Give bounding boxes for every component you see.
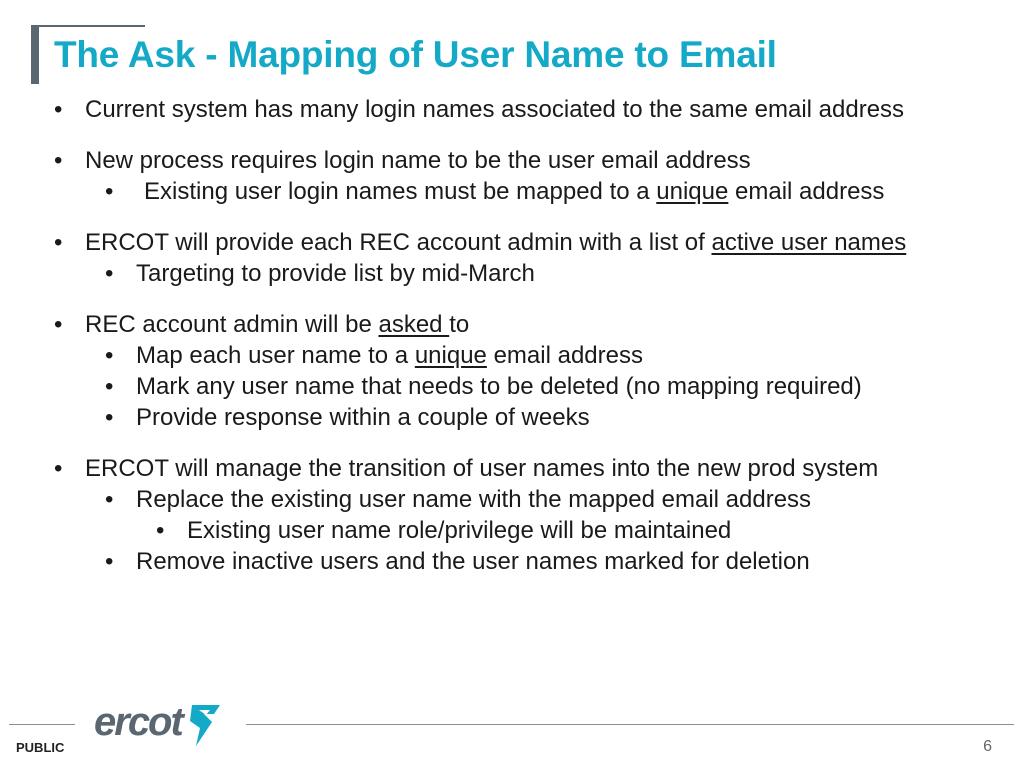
bullet-text-part: email address: [486, 342, 643, 369]
bullet-text: Existing user name role/privilege will be maintained: [187, 517, 732, 544]
sub-sub-bullet-role-maintained: [156, 515, 954, 546]
bullet-dot: •: [105, 486, 114, 513]
logo-wordmark: ercot: [94, 700, 182, 744]
sub-bullet-mark-deleted: [105, 371, 954, 402]
slide-body: [54, 94, 954, 577]
bullet-text: Provide response within a couple of weeks: [136, 404, 590, 431]
bullet-dot: •: [105, 178, 114, 205]
bullet-text: Mark any user name that needs to be deleted (no mapping required): [136, 373, 862, 400]
bullet-rec-admin-asked: [54, 309, 954, 340]
bullet-text: New process requires login name to be the user email address: [85, 147, 751, 174]
bullet-dot: •: [54, 147, 63, 174]
title-accent-rule: [39, 25, 145, 27]
bullet-dot: •: [105, 404, 114, 431]
bullet-text-part: Existing user login names must be mapped to a: [144, 178, 657, 205]
slide-title: The Ask - Mapping of User Name to Email: [54, 34, 777, 75]
bullet-current-system: [54, 94, 954, 125]
underlined-text: unique: [656, 178, 729, 205]
bullet-text: Replace the existing user name with the mapped email address: [136, 486, 812, 513]
bullet-text-part: Map each user name to a: [136, 342, 415, 369]
footer-divider-left: [9, 724, 75, 725]
bullet-dot: •: [105, 260, 114, 287]
bullet-ercot-provide-list: [54, 227, 954, 258]
bullet-dot: •: [54, 96, 63, 123]
page-number: 6: [983, 738, 992, 755]
bullet-text: ERCOT will manage the transition of user names into the new prod system: [85, 455, 879, 482]
bullet-new-process: [54, 145, 954, 176]
bullet-dot: •: [156, 517, 165, 544]
title-accent-bar: [31, 25, 39, 84]
footer-divider-right: [246, 724, 1014, 725]
sub-bullet-targeting: [105, 258, 954, 289]
bullet-dot: •: [54, 455, 63, 482]
sub-bullet-map-user-name: [105, 340, 954, 371]
bullet-text: Remove inactive users and the user names marked for deletion: [136, 548, 810, 575]
underlined-text: asked: [378, 311, 450, 338]
bullet-text-part: email address: [728, 178, 885, 205]
sub-bullet-replace-user-name: [105, 484, 954, 515]
bullet-text-part: REC account admin will be: [85, 311, 379, 338]
lightning-bolt-icon: [186, 702, 226, 748]
sub-bullet-provide-response: [105, 402, 954, 433]
bullet-text: Targeting to provide list by mid-March: [136, 260, 535, 287]
classification-label: PUBLIC: [16, 740, 65, 755]
bullet-dot: •: [105, 342, 114, 369]
bullet-dot: •: [54, 229, 63, 256]
bullet-dot: •: [105, 373, 114, 400]
bullet-text-part: to: [449, 311, 470, 338]
sub-bullet-remove-inactive: [105, 546, 954, 577]
bullet-text: Current system has many login names associated to the same email address: [85, 96, 905, 123]
bullet-dot: •: [105, 548, 114, 575]
bullet-dot: •: [54, 311, 63, 338]
sub-bullet-existing-login-names: [105, 176, 954, 207]
bullet-ercot-manage-transition: [54, 453, 954, 484]
bullet-text-part: ERCOT will provide each REC account admin with a list of: [85, 229, 712, 256]
underlined-text: unique: [414, 342, 487, 369]
underlined-text: active user names: [711, 229, 907, 256]
ercot-logo: [94, 700, 234, 752]
